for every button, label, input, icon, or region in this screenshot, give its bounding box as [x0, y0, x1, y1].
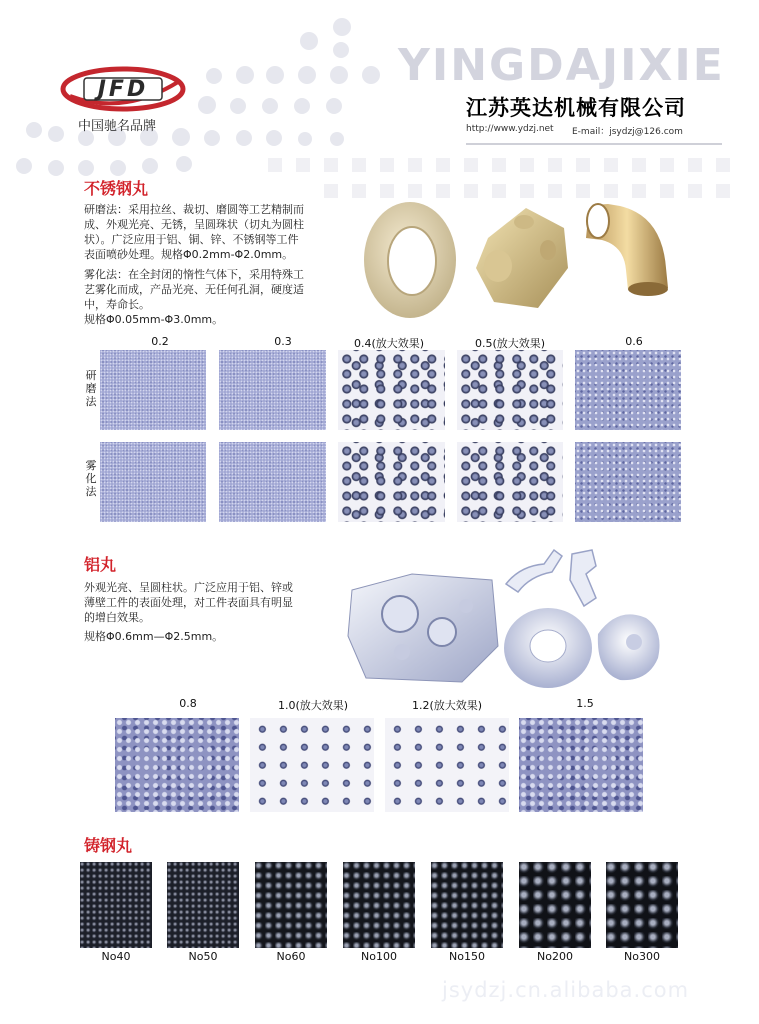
- sample-atomized-0.3: [219, 442, 326, 522]
- stainless-atomized-text: [84, 267, 354, 327]
- row-label-char: 法: [85, 485, 97, 498]
- size-label: 0.2: [151, 335, 169, 348]
- size-label: 0.6: [625, 335, 643, 348]
- footer-watermark: jsydzj.cn.alibaba.com: [442, 978, 690, 1002]
- size-label: 0.4(放大效果): [353, 337, 425, 350]
- text-line: 外观光亮、呈圆柱状。广泛应用于铝、锌或: [84, 581, 293, 594]
- cast-steel-label: No50: [188, 950, 218, 963]
- row-label-char: 研: [85, 369, 97, 382]
- sample-atomized-0.4: [338, 442, 445, 522]
- cast-steel-label: No150: [449, 950, 485, 963]
- al-size-label: 1.0(放大效果): [277, 699, 349, 712]
- sample-no200: [519, 862, 591, 948]
- text-line: 薄壁工件的表面处理，对工件表面具有明显: [84, 596, 293, 609]
- cast-steel-label: No60: [276, 950, 306, 963]
- al-size-label: 1.5: [576, 697, 594, 710]
- text-line: 艺雾化而成，产品光亮、无任何孔洞，硬度适: [84, 283, 304, 296]
- cast-steel-label: No200: [537, 950, 573, 963]
- sample-no60: [255, 862, 327, 948]
- sample-no150: [431, 862, 503, 948]
- al-size-label: 1.2(放大效果): [411, 699, 483, 712]
- sample-grinding-0.2: [100, 350, 206, 430]
- watermark-title: YINGDAJIXIE: [398, 40, 725, 91]
- sample-grinding-0.4: [338, 350, 445, 430]
- sample-no40: [80, 862, 152, 948]
- text-line: 成、外观光亮、无锈，呈圆珠状（切丸为圆柱: [84, 218, 304, 231]
- text-line: 规格Φ0.6mm—Φ2.5mm。: [84, 630, 224, 643]
- sample-atomized-0.5: [457, 442, 563, 522]
- text-line: 规格Φ0.05mm-Φ3.0mm。: [84, 313, 224, 326]
- size-label: 0.3: [274, 335, 292, 348]
- sample-no300: [606, 862, 678, 948]
- cast-steel-label: No40: [101, 950, 131, 963]
- row-label-grinding: [84, 369, 98, 408]
- row-label-atomized: [84, 459, 98, 498]
- company-name: 江苏英达机械有限公司: [466, 96, 686, 120]
- cast-steel-title: 铸钢丸: [84, 836, 133, 855]
- stainless-grinding-text: [84, 202, 354, 262]
- valve-body-image: [468, 198, 578, 318]
- row-label-char: 磨: [85, 382, 97, 395]
- text-line: 表面喷砂处理。规格Φ0.2mm-Φ2.0mm。: [84, 248, 294, 261]
- row-label-char: 雾: [85, 459, 97, 472]
- sample-aluminum-0.8: [115, 718, 239, 812]
- sample-atomized-0.6: [575, 442, 681, 522]
- sample-grinding-0.6: [575, 350, 681, 430]
- header-divider: [466, 143, 722, 145]
- aluminum-title: 铝丸: [84, 555, 117, 574]
- cast-steel-label: No300: [624, 950, 660, 963]
- elbow-pipe-image: [580, 198, 676, 298]
- sample-no100: [343, 862, 415, 948]
- jfd-logo: [60, 66, 186, 112]
- text-line: 雾化法：在全封闭的惰性气体下，采用特殊工: [84, 268, 304, 281]
- row-label-char: 化: [85, 472, 97, 485]
- size-label: 0.5(放大效果): [474, 337, 546, 350]
- brand-slogan: 中国驰名品牌: [78, 119, 157, 134]
- sample-aluminum-1.0: [250, 718, 374, 812]
- text-line: 的增白效果。: [84, 611, 150, 624]
- sample-aluminum-1.5: [519, 718, 643, 812]
- text-line: 中，寿命长。: [84, 298, 150, 311]
- website-link[interactable]: http://www.ydzj.net: [466, 124, 554, 134]
- gearbox-housing-image: [342, 566, 502, 686]
- cone-and-cover-image: [498, 602, 668, 692]
- email-link[interactable]: E-mail：jsydzj@126.com: [572, 127, 683, 137]
- logo-text: JFD: [97, 76, 149, 102]
- sample-grinding-0.5: [457, 350, 563, 430]
- sample-atomized-0.2: [100, 442, 206, 522]
- cast-steel-label: No100: [361, 950, 397, 963]
- aluminum-text: [84, 580, 346, 644]
- sample-aluminum-1.2: [385, 718, 509, 812]
- al-size-label: 0.8: [179, 697, 197, 710]
- text-line: 研磨法：采用拉丝、裁切、磨圆等工艺精制而: [84, 203, 304, 216]
- sample-no50: [167, 862, 239, 948]
- stainless-title: 不锈钢丸: [84, 179, 149, 198]
- sample-grinding-0.3: [219, 350, 326, 430]
- row-label-char: 法: [85, 395, 97, 408]
- ring-part-image: [360, 195, 460, 325]
- text-line: 状）。广泛应用于铝、铜、锌、不锈钢等工件: [84, 233, 299, 246]
